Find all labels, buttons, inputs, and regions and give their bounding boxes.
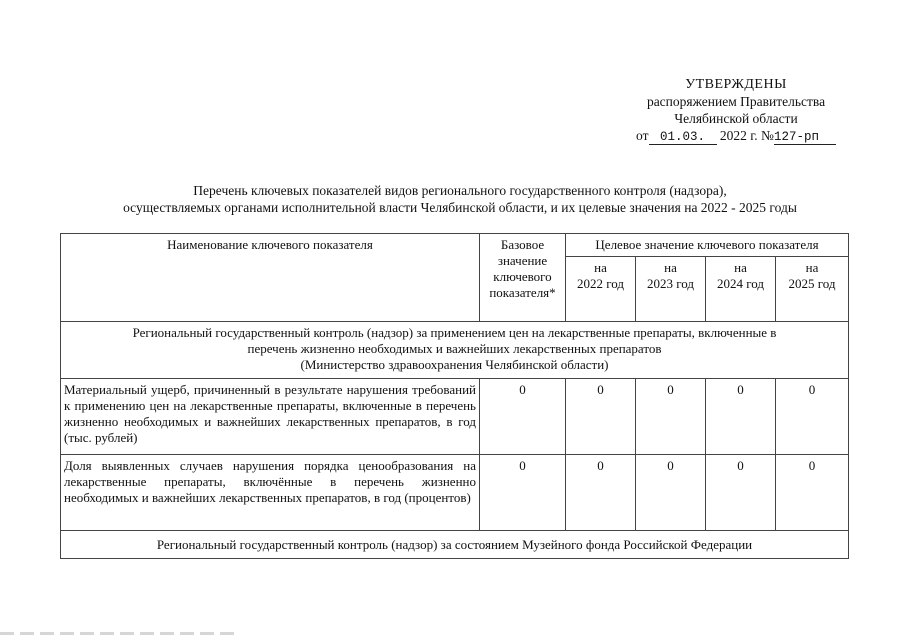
section-medicines-control <box>61 322 849 379</box>
header-year-na: на <box>664 260 677 275</box>
header-year-2022 <box>566 257 636 322</box>
year-label: 2022 г. № <box>719 128 774 143</box>
approval-dateline <box>600 127 872 145</box>
section-row-museum <box>61 531 849 559</box>
header-base-value <box>480 234 566 322</box>
base-value: 0 <box>480 455 566 531</box>
approval-line1: распоряжением Правительства <box>646 94 826 109</box>
header-year-label: 2022 год <box>577 276 624 291</box>
target-2025: 0 <box>776 455 849 531</box>
table-header-row <box>61 234 849 257</box>
header-year-na: на <box>805 260 819 275</box>
section-line3: (Министерство здравоохранения Челябинской области) <box>300 357 609 372</box>
header-base-line1: Базовое <box>500 237 545 252</box>
indicator-name: Доля выявленных случаев нарушения порядка ценообразования на лекарственные препараты, включённые в перечень жизненно необходимых и важнейших лекарственных препаратов, в год (процентов) <box>61 455 480 531</box>
header-year-label: 2023 год <box>647 276 694 291</box>
approval-date: 01.03. <box>649 130 717 145</box>
header-year-2024 <box>706 257 776 322</box>
target-2022: 0 <box>566 379 636 455</box>
header-year-label: 2025 год <box>788 276 836 291</box>
header-year-na: на <box>594 260 607 275</box>
scan-artifact <box>0 632 240 635</box>
table-row <box>61 379 849 455</box>
header-base-line2: значение <box>497 253 548 268</box>
indicator-name: Материальный ущерб, причиненный в результате нарушения требований к применению цен на лекарственные препараты, включенные в перечень жизненно необходимых и важнейших лекарственных препаратов, в год (тыс. рублей) <box>61 379 480 455</box>
base-value: 0 <box>480 379 566 455</box>
header-indicator-name: Наименование ключевого показателя <box>61 234 480 322</box>
target-2022: 0 <box>566 455 636 531</box>
indicators-table <box>60 233 849 559</box>
approval-line2: Челябинской области <box>674 111 798 126</box>
section-line1: Региональный государственный контроль (надзор) за применением цен на лекарственные препараты, включенные в <box>132 325 777 340</box>
approval-title: УТВЕРЖДЕНЫ <box>685 77 787 92</box>
target-2023: 0 <box>636 379 706 455</box>
target-2024: 0 <box>706 455 776 531</box>
target-2024: 0 <box>706 379 776 455</box>
approval-block <box>600 76 872 145</box>
header-target-value: Целевое значение ключевого показателя <box>566 234 849 257</box>
header-base-line4: показателя* <box>489 285 556 300</box>
target-2023: 0 <box>636 455 706 531</box>
from-label: от <box>636 128 649 143</box>
document-title-line1: Перечень ключевых показателей видов регионального государственного контроля (надзора), <box>193 183 727 198</box>
header-year-2025 <box>776 257 849 322</box>
header-year-na: на <box>734 260 747 275</box>
target-2025: 0 <box>776 379 849 455</box>
document-title-line2: осуществляемых органами исполнительной власти Челябинской области, и их целевые значения на 2022 - 2025 годы <box>123 200 797 215</box>
header-year-2023 <box>636 257 706 322</box>
header-year-label: 2024 год <box>717 276 764 291</box>
section-line2: перечень жизненно необходимых и важнейших лекарственных препаратов <box>247 341 662 356</box>
header-base-line3: ключевого <box>493 269 552 284</box>
table-row <box>61 455 849 531</box>
section-museum-control: Региональный государственный контроль (надзор) за состоянием Музейного фонда Российской Федерации <box>61 531 849 559</box>
document-title <box>60 182 860 216</box>
section-row-medicines <box>61 322 849 379</box>
approval-number: 127-рп <box>774 130 836 145</box>
